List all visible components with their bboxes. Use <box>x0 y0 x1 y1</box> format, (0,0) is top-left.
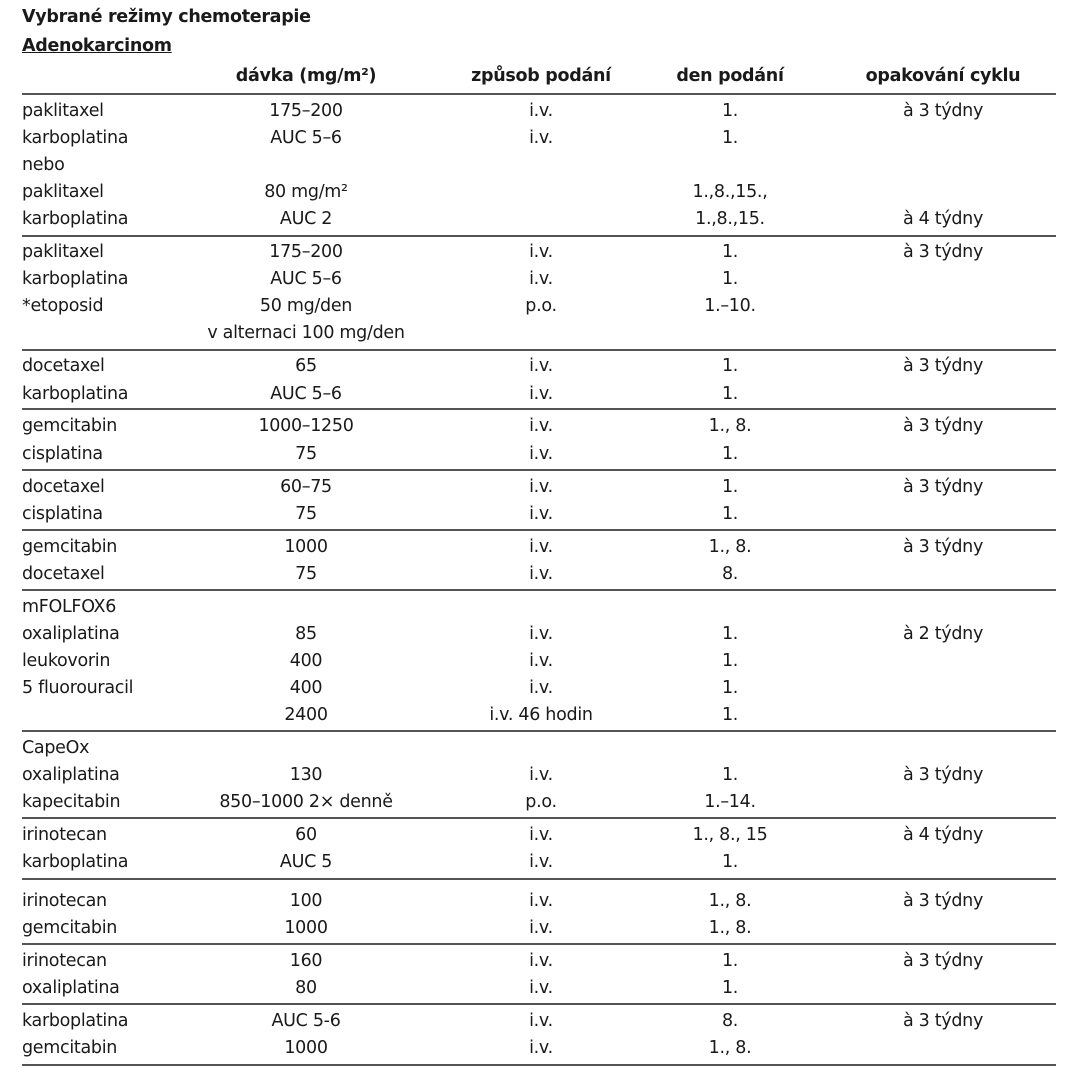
route-cell: i.v. <box>529 564 553 584</box>
day-cell: 1. <box>721 356 739 376</box>
route-cell: i.v. <box>529 918 553 938</box>
day-cell: 1. <box>721 242 739 262</box>
cycle-cell: à 3 týdny <box>902 416 984 436</box>
column-header-dose: dávka (mg/m²) <box>235 66 377 86</box>
day-cell: 1. <box>721 978 739 998</box>
dose-cell: 100 <box>289 891 323 911</box>
drug-name-cell: paklitaxel <box>22 242 104 262</box>
drug-name-cell: CapeOx <box>22 738 90 758</box>
dose-cell: 85 <box>295 624 317 644</box>
dose-cell: AUC 5–6 <box>270 269 342 289</box>
dose-cell: 65 <box>295 356 317 376</box>
dose-cell: 60 <box>295 825 317 845</box>
drug-name-cell: irinotecan <box>22 891 107 911</box>
drug-name-cell: gemcitabin <box>22 537 118 557</box>
day-cell: 1., 8. <box>708 1038 752 1058</box>
dose-cell: 160 <box>289 951 323 971</box>
drug-name-cell: karboplatina <box>22 1011 129 1031</box>
drug-name-cell: irinotecan <box>22 951 107 971</box>
day-cell: 1. <box>721 101 739 121</box>
cycle-cell: à 3 týdny <box>902 765 984 785</box>
table-row <box>0 703 1078 727</box>
table-row <box>0 823 1078 847</box>
drug-name-cell: oxaliplatina <box>22 624 120 644</box>
day-cell: 1. <box>721 951 739 971</box>
table-row <box>0 414 1078 438</box>
block-divider <box>22 1003 1056 1005</box>
route-cell: i.v. <box>529 678 553 698</box>
day-cell: 1. <box>721 651 739 671</box>
table-subtitle: Adenokarcinom <box>22 36 172 56</box>
table-title: Vybrané režimy chemoterapie <box>22 7 311 27</box>
dose-cell: 175–200 <box>269 101 343 121</box>
dose-cell: 2400 <box>284 705 328 725</box>
day-cell: 1. <box>721 765 739 785</box>
day-cell: 8. <box>721 564 739 584</box>
table-row <box>0 763 1078 787</box>
route-cell: p.o. <box>525 296 557 316</box>
day-cell: 1., 8. <box>708 891 752 911</box>
route-cell: i.v. <box>529 891 553 911</box>
day-cell: 1.–10. <box>704 296 756 316</box>
drug-name-cell: oxaliplatina <box>22 978 120 998</box>
drug-name-cell: karboplatina <box>22 852 129 872</box>
drug-name-cell: nebo <box>22 155 65 175</box>
route-cell: i.v. <box>529 128 553 148</box>
dose-cell: 1000 <box>284 1038 328 1058</box>
table-row <box>0 790 1078 814</box>
table-row <box>0 240 1078 264</box>
drug-name-cell: cisplatina <box>22 444 103 464</box>
table-row <box>0 850 1078 874</box>
table-row <box>0 321 1078 345</box>
day-cell: 1., 8., 15 <box>692 825 768 845</box>
dose-cell: AUC 5–6 <box>270 128 342 148</box>
table-row <box>0 442 1078 466</box>
route-cell: i.v. 46 hodin <box>489 705 593 725</box>
route-cell: i.v. <box>529 765 553 785</box>
drug-name-cell: oxaliplatina <box>22 765 120 785</box>
drug-name-cell: kapecitabin <box>22 792 121 812</box>
table-row <box>0 1009 1078 1033</box>
day-cell: 1. <box>721 678 739 698</box>
table-row <box>0 267 1078 291</box>
table-row <box>0 949 1078 973</box>
route-cell: i.v. <box>529 1011 553 1031</box>
cycle-cell: à 4 týdny <box>902 825 984 845</box>
day-cell: 1., 8. <box>708 537 752 557</box>
table-row <box>0 736 1078 760</box>
dose-cell: v alternaci 100 mg/den <box>207 323 405 343</box>
block-divider <box>22 878 1056 880</box>
route-cell: i.v. <box>529 825 553 845</box>
dose-cell: 75 <box>295 564 317 584</box>
dose-cell: 130 <box>289 765 323 785</box>
drug-name-cell: gemcitabin <box>22 918 118 938</box>
day-cell: 1. <box>721 705 739 725</box>
table-row <box>0 207 1078 231</box>
table-row <box>0 916 1078 940</box>
table-row <box>0 475 1078 499</box>
day-cell: 1. <box>721 444 739 464</box>
day-cell: 1.–14. <box>704 792 756 812</box>
table-row <box>0 562 1078 586</box>
block-divider <box>22 589 1056 591</box>
table-row <box>0 99 1078 123</box>
table-row <box>0 976 1078 1000</box>
route-cell: i.v. <box>529 269 553 289</box>
header-rule <box>22 93 1056 95</box>
table-row <box>0 502 1078 526</box>
route-cell: i.v. <box>529 242 553 262</box>
drug-name-cell: karboplatina <box>22 269 129 289</box>
block-divider <box>22 817 1056 819</box>
table-row <box>0 153 1078 177</box>
drug-name-cell: *etoposid <box>22 296 104 316</box>
cycle-cell: à 3 týdny <box>902 101 984 121</box>
block-divider <box>22 469 1056 471</box>
day-cell: 1.,8.,15., <box>692 182 768 202</box>
dose-cell: 400 <box>289 651 323 671</box>
block-divider <box>22 408 1056 410</box>
column-header-cycle: opakování cyklu <box>865 66 1021 86</box>
route-cell: i.v. <box>529 416 553 436</box>
dose-cell: 50 mg/den <box>259 296 353 316</box>
dose-cell: AUC 5-6 <box>271 1011 341 1031</box>
table-row <box>0 649 1078 673</box>
drug-name-cell: mFOLFOX6 <box>22 597 117 617</box>
table-row <box>0 180 1078 204</box>
drug-name-cell: gemcitabin <box>22 1038 118 1058</box>
cycle-cell: à 3 týdny <box>902 537 984 557</box>
table-row <box>0 676 1078 700</box>
dose-cell: 75 <box>295 444 317 464</box>
cycle-cell: à 3 týdny <box>902 356 984 376</box>
dose-cell: AUC 5–6 <box>270 384 342 404</box>
block-divider <box>22 349 1056 351</box>
route-cell: i.v. <box>529 504 553 524</box>
route-cell: i.v. <box>529 384 553 404</box>
day-cell: 1. <box>721 624 739 644</box>
day-cell: 8. <box>721 1011 739 1031</box>
cycle-cell: à 2 týdny <box>902 624 984 644</box>
drug-name-cell: karboplatina <box>22 384 129 404</box>
drug-name-cell: docetaxel <box>22 564 105 584</box>
dose-cell: 1000 <box>284 918 328 938</box>
route-cell: i.v. <box>529 537 553 557</box>
table-row <box>0 354 1078 378</box>
route-cell: i.v. <box>529 356 553 376</box>
block-divider <box>22 1064 1056 1066</box>
cycle-cell: à 3 týdny <box>902 477 984 497</box>
drug-name-cell: 5 fluorouracil <box>22 678 134 698</box>
dose-cell: 75 <box>295 504 317 524</box>
cycle-cell: à 3 týdny <box>902 1011 984 1031</box>
dose-cell: 60–75 <box>280 477 332 497</box>
day-cell: 1. <box>721 128 739 148</box>
dose-cell: 850–1000 2× denně <box>219 792 393 812</box>
drug-name-cell: paklitaxel <box>22 182 104 202</box>
cycle-cell: à 4 týdny <box>902 209 984 229</box>
table-row <box>0 622 1078 646</box>
cycle-cell: à 3 týdny <box>902 242 984 262</box>
day-cell: 1., 8. <box>708 918 752 938</box>
route-cell: p.o. <box>525 792 557 812</box>
drug-name-cell: karboplatina <box>22 128 129 148</box>
cycle-cell: à 3 týdny <box>902 891 984 911</box>
table-row <box>0 1036 1078 1060</box>
column-header-day: den podání <box>676 66 784 86</box>
column-header-route: způsob podání <box>471 66 611 86</box>
table-row <box>0 126 1078 150</box>
dose-cell: 175–200 <box>269 242 343 262</box>
drug-name-cell: gemcitabin <box>22 416 118 436</box>
table-row <box>0 595 1078 619</box>
route-cell: i.v. <box>529 1038 553 1058</box>
day-cell: 1. <box>721 852 739 872</box>
block-divider <box>22 529 1056 531</box>
table-row <box>0 535 1078 559</box>
route-cell: i.v. <box>529 852 553 872</box>
dose-cell: 80 <box>295 978 317 998</box>
drug-name-cell: docetaxel <box>22 477 105 497</box>
table-row <box>0 294 1078 318</box>
route-cell: i.v. <box>529 477 553 497</box>
block-divider <box>22 943 1056 945</box>
dose-cell: 1000 <box>284 537 328 557</box>
drug-name-cell: leukovorin <box>22 651 111 671</box>
dose-cell: 400 <box>289 678 323 698</box>
day-cell: 1.,8.,15. <box>695 209 765 229</box>
drug-name-cell: karboplatina <box>22 209 129 229</box>
drug-name-cell: cisplatina <box>22 504 103 524</box>
drug-name-cell: paklitaxel <box>22 101 104 121</box>
dose-cell: 80 mg/m² <box>264 182 348 202</box>
day-cell: 1. <box>721 477 739 497</box>
route-cell: i.v. <box>529 101 553 121</box>
block-divider <box>22 235 1056 237</box>
dose-cell: AUC 2 <box>279 209 333 229</box>
block-divider <box>22 730 1056 732</box>
dose-cell: AUC 5 <box>279 852 333 872</box>
cycle-cell: à 3 týdny <box>902 951 984 971</box>
day-cell: 1. <box>721 269 739 289</box>
drug-name-cell: irinotecan <box>22 825 107 845</box>
route-cell: i.v. <box>529 651 553 671</box>
day-cell: 1. <box>721 384 739 404</box>
table-row <box>0 382 1078 406</box>
route-cell: i.v. <box>529 951 553 971</box>
dose-cell: 1000–1250 <box>258 416 354 436</box>
route-cell: i.v. <box>529 624 553 644</box>
drug-name-cell: docetaxel <box>22 356 105 376</box>
day-cell: 1. <box>721 504 739 524</box>
route-cell: i.v. <box>529 978 553 998</box>
table-row <box>0 889 1078 913</box>
route-cell: i.v. <box>529 444 553 464</box>
day-cell: 1., 8. <box>708 416 752 436</box>
